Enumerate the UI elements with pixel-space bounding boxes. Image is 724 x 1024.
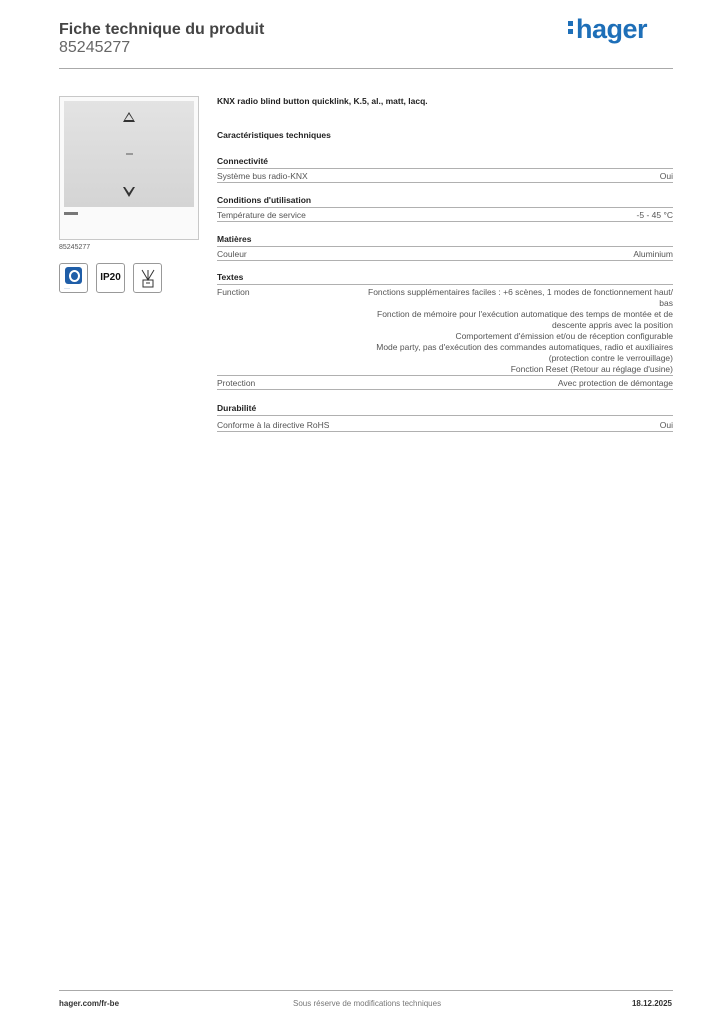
footer-website: hager.com/fr-be [59, 999, 120, 1008]
section-matieres: Matières [217, 234, 673, 247]
page-title: Fiche technique du produit [59, 21, 265, 38]
quality-q-icon [65, 267, 82, 284]
function-list [317, 287, 673, 375]
function-line: Comportement d'émission et/ou de réception configurable [455, 331, 673, 341]
section-textes: Textes [217, 272, 673, 285]
image-caption-code: 85245277 [59, 244, 91, 251]
spec-row-function [217, 287, 673, 376]
spec-label: Function [217, 287, 250, 297]
function-line: Fonction Reset (Retour au réglage d'usine) [510, 364, 673, 374]
spec-value: Avec protection de démontage [557, 378, 673, 388]
function-line: Fonctions supplémentaires faciles : +6 scènes, 1 modes de fonctionnement haut/ [368, 287, 673, 297]
section-conditions: Conditions d'utilisation [217, 195, 673, 208]
quality-mark-icon: ⋯⋯ [64, 286, 70, 290]
arrow-up-icon [123, 112, 135, 122]
spec-row-bus [217, 169, 673, 183]
section-connectivite: Connectivité [217, 156, 673, 169]
function-line: descente appris avec la position [552, 320, 673, 330]
spec-label: Protection [217, 378, 256, 388]
spec-value: Oui [659, 420, 673, 430]
spec-row-couleur [217, 247, 673, 261]
wireless-badge-icon [133, 263, 162, 293]
spec-value: -5 - 45 °C [636, 210, 673, 220]
switch-face [64, 101, 194, 207]
footer-disclaimer: Sous réserve de modifications techniques [293, 999, 442, 1008]
function-line: (protection contre le verrouillage) [548, 353, 673, 363]
spec-row-temperature [217, 208, 673, 222]
logo-text: hager [576, 14, 648, 44]
function-line: bas [659, 298, 673, 308]
spec-value: Aluminium [633, 249, 673, 259]
side-profile-icon [64, 212, 78, 215]
ip-rating-badge: IP20 [96, 263, 125, 293]
spec-label: Conforme à la directive RoHS [217, 420, 330, 430]
product-image [59, 96, 199, 240]
function-line: Fonction de mémoire pour l'exécution automatique des temps de montée et de [377, 309, 673, 319]
specs-title: Caractéristiques techniques [217, 130, 331, 140]
spec-row-rohs [217, 418, 673, 432]
arrow-down-icon [123, 187, 135, 197]
spec-label: Couleur [217, 249, 247, 259]
function-line: Mode party, pas d'exécution des commandes automatiques, radio et auxiliaires [376, 342, 673, 352]
footer-divider [59, 990, 673, 991]
spec-label: Système bus radio-KNX [217, 171, 308, 181]
logo-dots-icon [568, 18, 574, 37]
spec-value: Oui [659, 171, 673, 181]
section-durabilite: Durabilité [217, 403, 673, 416]
antenna-icon [134, 264, 163, 294]
led-indicator [126, 153, 133, 155]
spec-label: Température de service [217, 210, 306, 220]
quality-badge-icon [59, 263, 88, 293]
hager-logo [568, 14, 647, 45]
spec-row-protection [217, 376, 673, 390]
product-code: 85245277 [59, 39, 131, 56]
header-divider [59, 68, 673, 69]
product-name: KNX radio blind button quicklink, K.5, al., matt, lacq. [217, 96, 428, 106]
footer-date: 18.12.2025 [631, 999, 672, 1008]
